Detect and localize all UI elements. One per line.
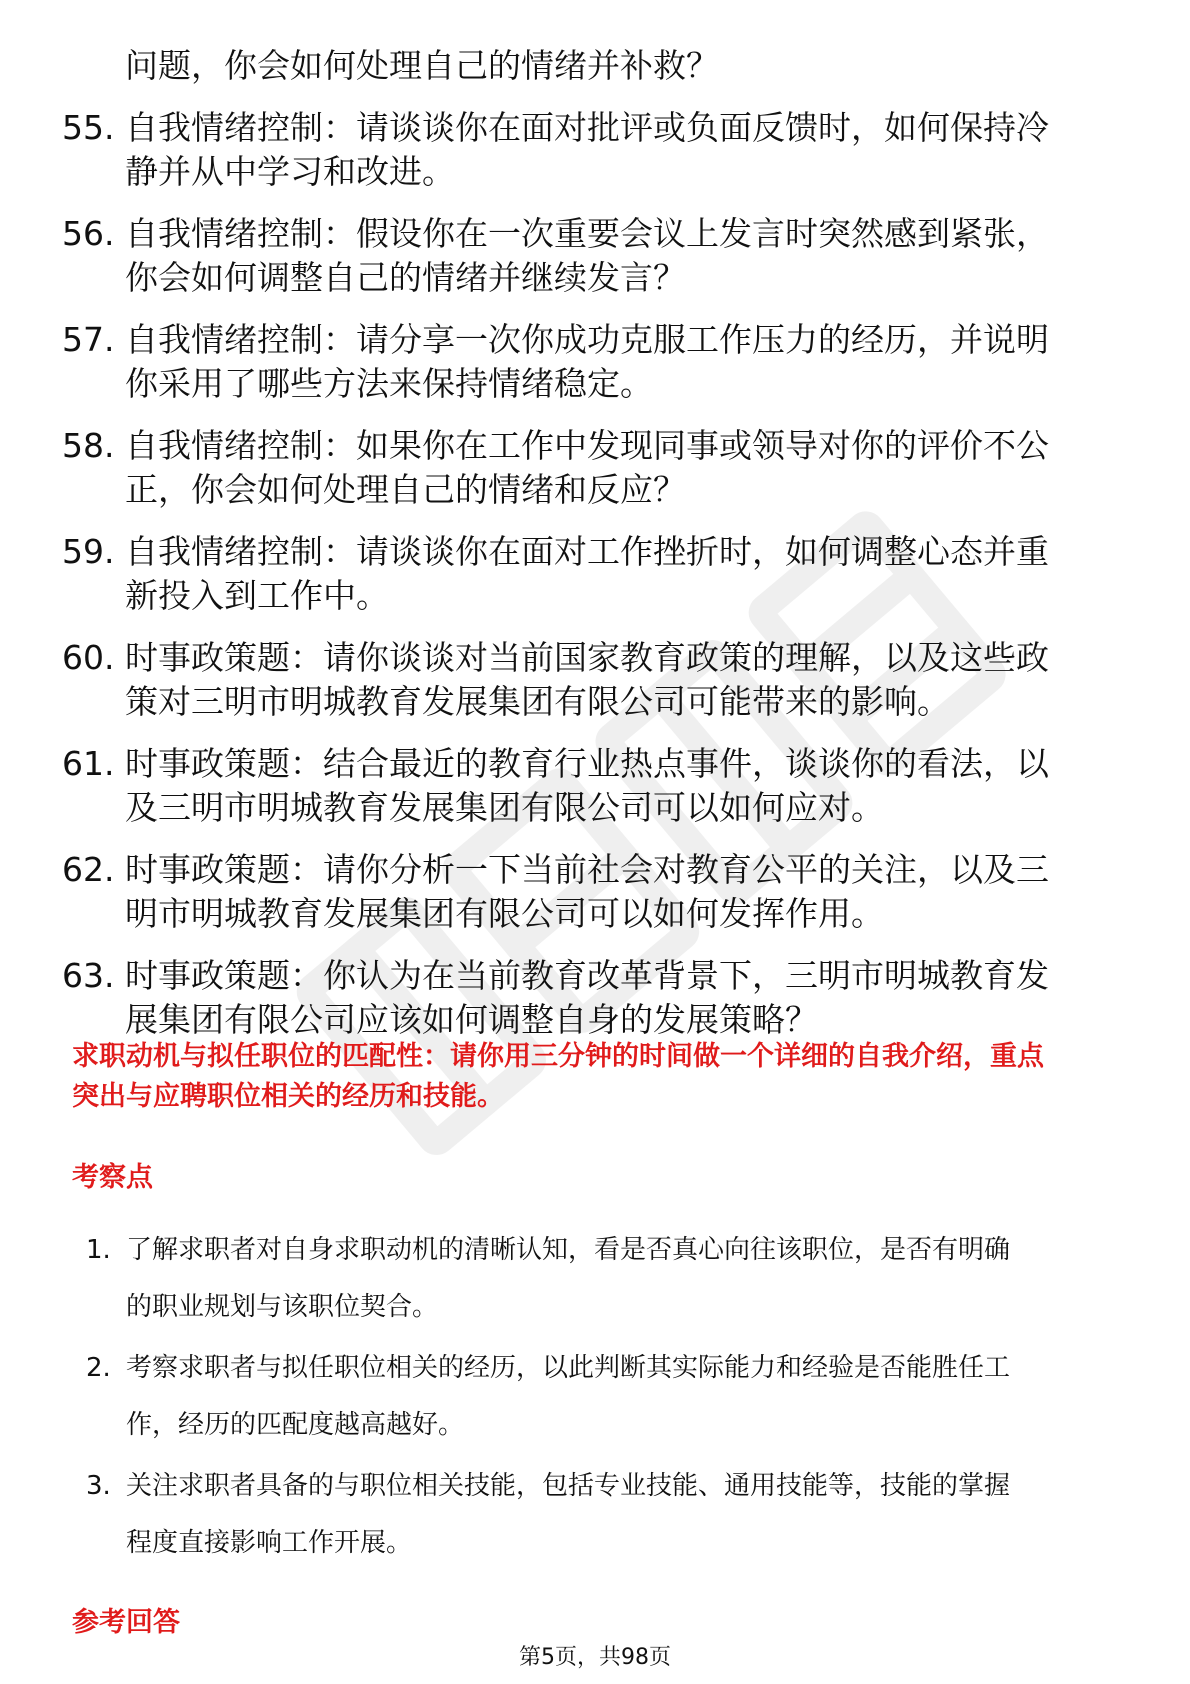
point-text: 关注求职者具备的与职位相关技能，包括专业技能、通用技能等，技能的掌握 程度直接影响工作开展。 — [126, 1471, 1011, 1558]
question-item — [62, 954, 1122, 1042]
question-number: 57. — [62, 320, 115, 359]
question-number: 56. — [62, 214, 115, 253]
question-item — [62, 742, 1122, 830]
question-number: 55. — [62, 108, 115, 147]
question-item — [62, 424, 1122, 512]
question-continuation: 问题，你会如何处理自己的情绪并补救？ — [125, 46, 719, 85]
question-item — [62, 848, 1122, 936]
question-text: 自我情绪控制：假设你在一次重要会议上发言时突然感到紧张， 你会如何调整自己的情绪并继续发言？ — [125, 214, 1049, 297]
question-text: 自我情绪控制：请分享一次你成功克服工作压力的经历，并说明 你采用了哪些方法来保持情绪稳定。 — [125, 320, 1049, 403]
point-number: 3. — [86, 1471, 111, 1501]
question-text: 时事政策题：请你分析一下当前社会对教育公平的关注，以及三 明市明城教育发展集团有限公司可以如何发挥作用。 — [125, 850, 1049, 933]
point-text: 考察求职者与拟任职位相关的经历，以此判断其实际能力和经验是否能胜任工 作，经历的匹配度越高越好。 — [126, 1353, 1011, 1440]
question-number: 63. — [62, 956, 115, 995]
question-text: 自我情绪控制：如果你在工作中发现同事或领导对你的评价不公 正，你会如何处理自己的情绪和反应？ — [125, 426, 1049, 509]
section-heading: 求职动机与拟任职位的匹配性：请你用三分钟的时间做一个详细的自我介绍，重点 突出与应聘职位相关的经历和技能。 — [72, 1041, 1044, 1112]
page-number: 第5页，共98页 — [519, 1645, 671, 1670]
question-text: 自我情绪控制：请谈谈你在面对工作挫折时，如何调整心态并重 新投入到工作中。 — [125, 532, 1049, 615]
question-item — [62, 318, 1122, 406]
points-list — [86, 1222, 1126, 1576]
question-item — [62, 106, 1122, 194]
question-item — [62, 636, 1122, 724]
question-text: 自我情绪控制：请谈谈你在面对批评或负面反馈时，如何保持冷 静并从中学习和改进。 — [125, 108, 1049, 191]
question-text: 时事政策题：结合最近的教育行业热点事件，谈谈你的看法，以 及三明市明城教育发展集团有限公司可以如何应对。 — [125, 744, 1049, 827]
question-number: 60. — [62, 638, 115, 677]
point-number: 1. — [86, 1235, 111, 1265]
question-text: 时事政策题：你认为在当前教育改革背景下，三明市明城教育发 展集团有限公司应该如何调整自身的发展策略？ — [125, 956, 1049, 1039]
question-number: 59. — [62, 532, 115, 571]
point-item — [86, 1458, 1126, 1572]
question-list — [62, 44, 1122, 1060]
question-text: 时事政策题：请你谈谈对当前国家教育政策的理解，以及这些政 策对三明市明城教育发展集团有限公司可能带来的影响。 — [125, 638, 1049, 721]
question-number: 61. — [62, 744, 115, 783]
question-number: 58. — [62, 426, 115, 465]
reference-answer-title: 参考回答 — [72, 1607, 180, 1638]
point-item — [86, 1222, 1126, 1336]
question-number: 62. — [62, 850, 115, 889]
question-item — [62, 530, 1122, 618]
point-number: 2. — [86, 1353, 111, 1383]
question-item — [62, 212, 1122, 300]
points-title: 考察点 — [72, 1162, 153, 1193]
point-item — [86, 1340, 1126, 1454]
point-text: 了解求职者对自身求职动机的清晰认知，看是否真心向往该职位，是否有明确 的职业规划与该职位契合。 — [126, 1235, 1011, 1322]
